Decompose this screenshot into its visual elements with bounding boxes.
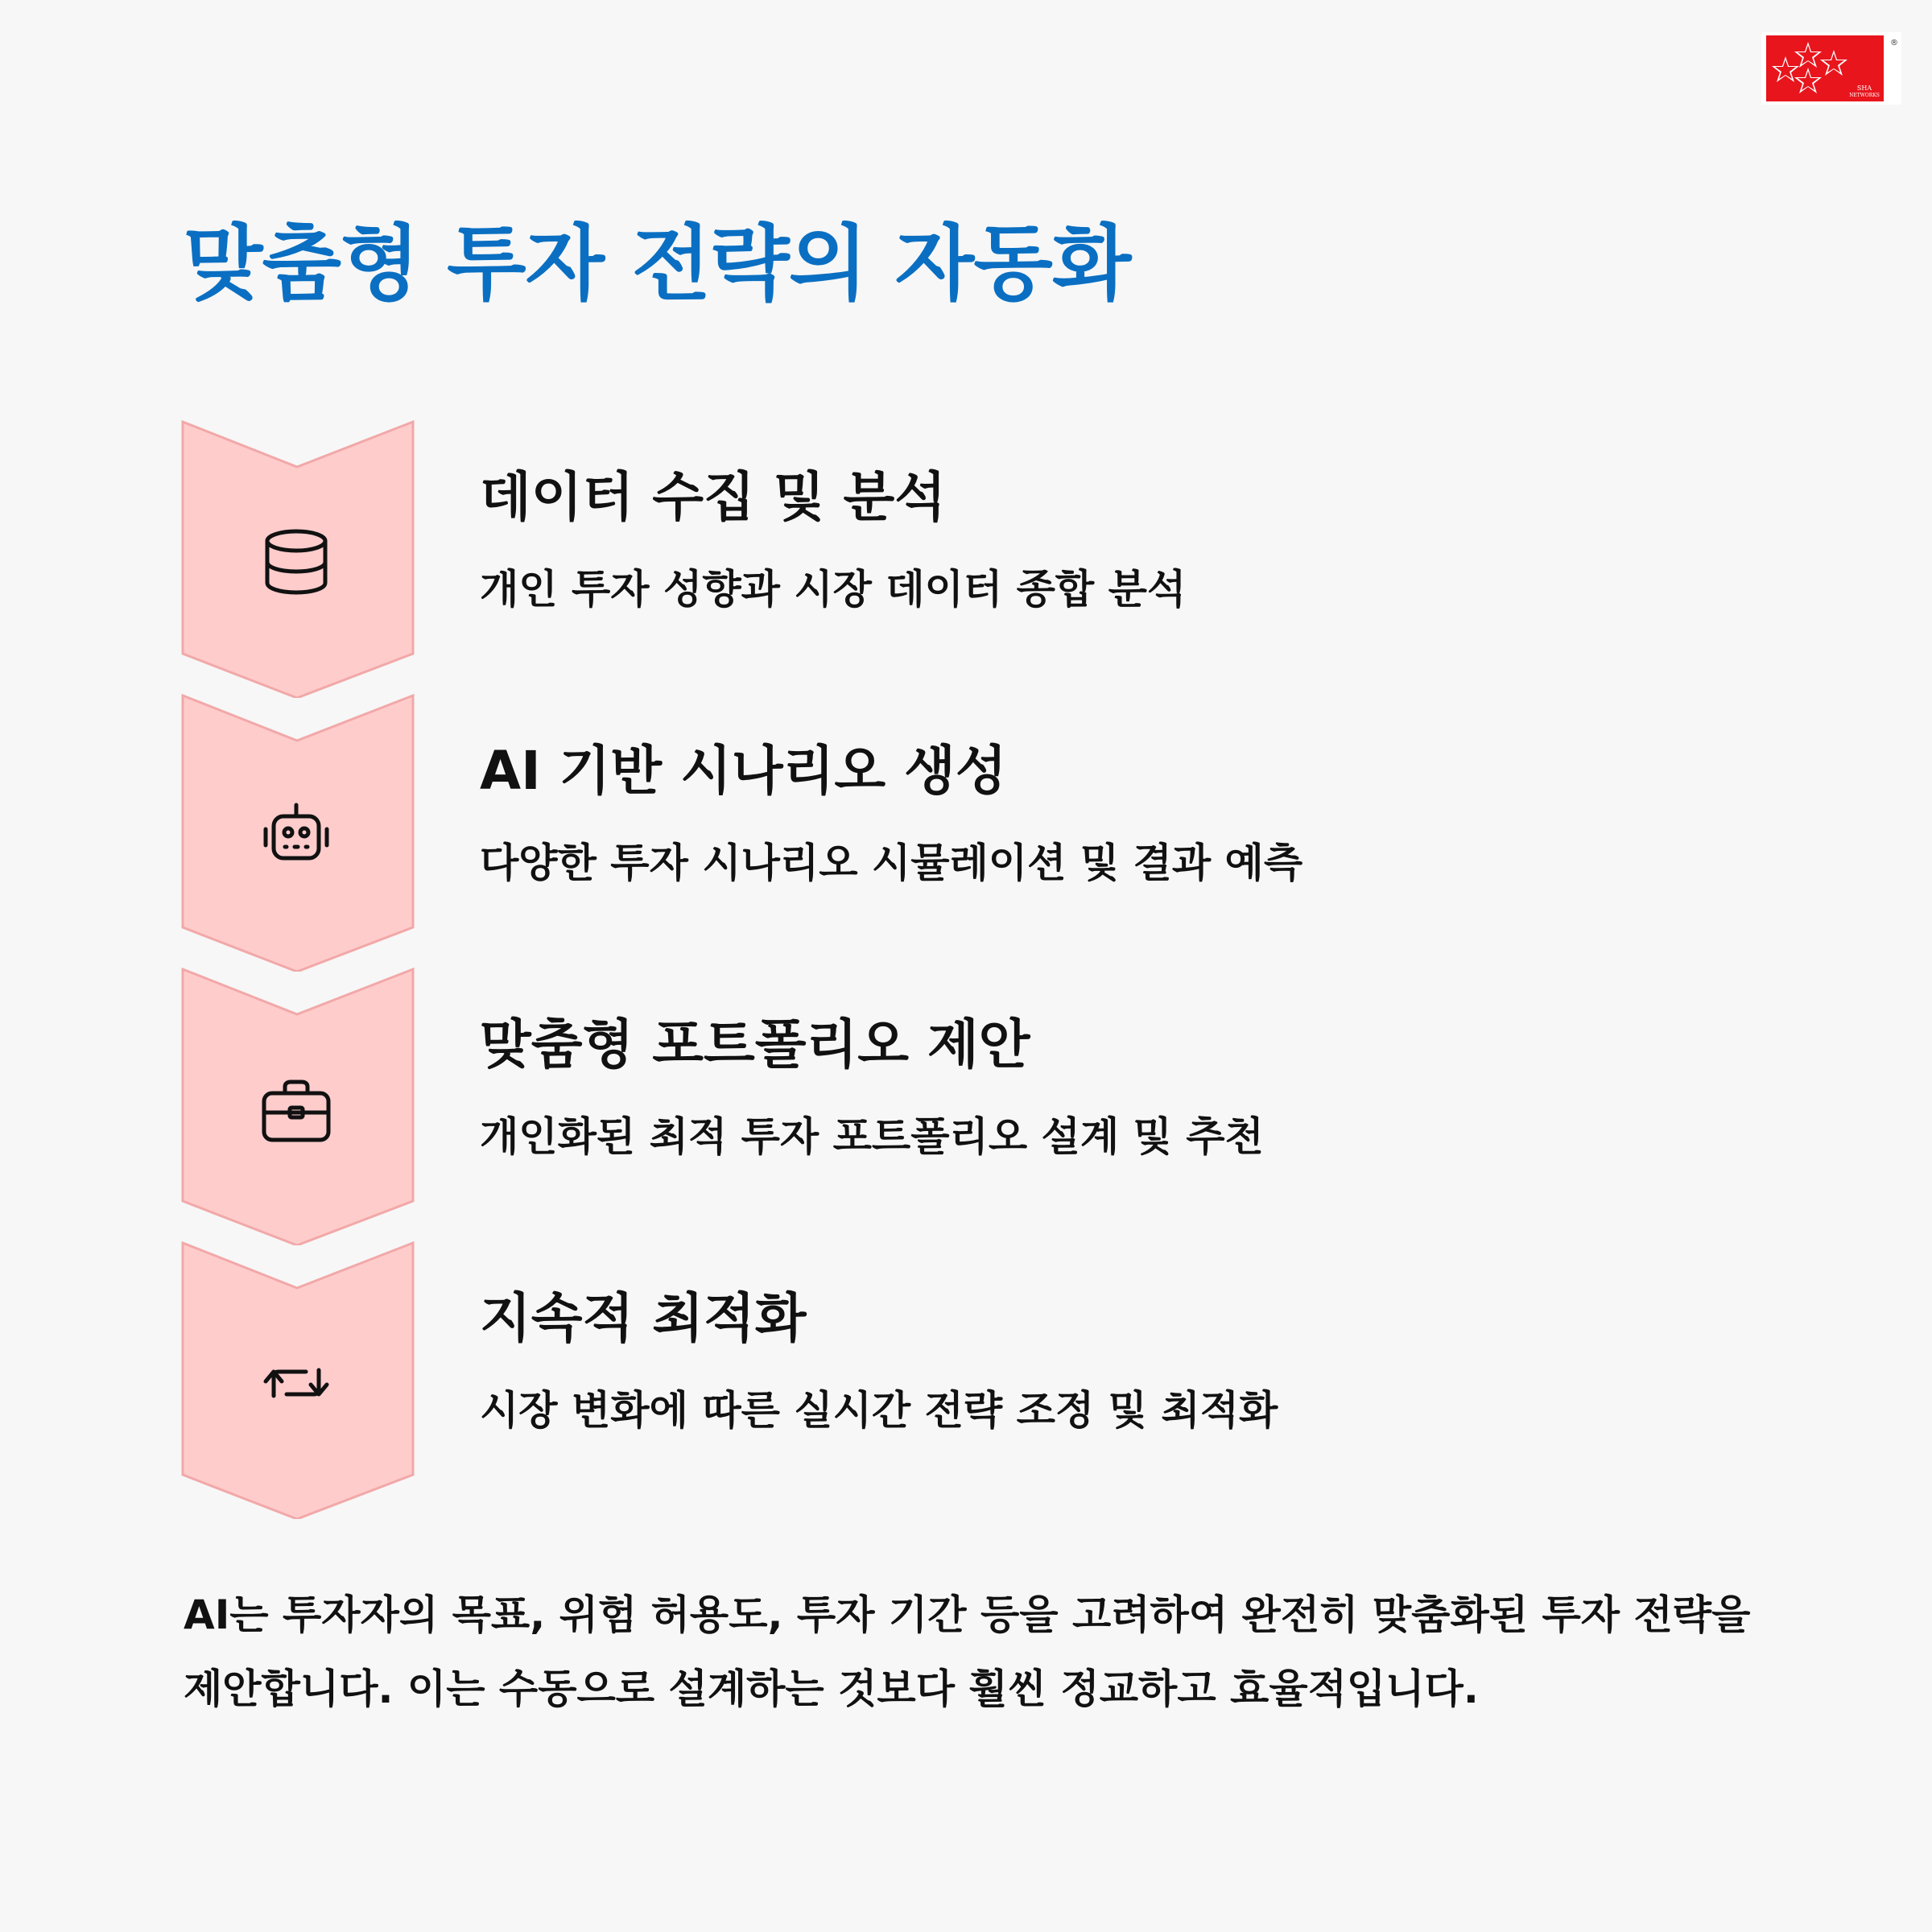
step-title: AI 기반 시나리오 생성: [480, 740, 1007, 802]
step-title: 데이터 수집 및 분석: [480, 466, 946, 528]
database-icon: [258, 523, 335, 601]
step-data-collection: [0, 420, 1932, 698]
step-portfolio: [0, 968, 1932, 1245]
brand-logo: [1761, 32, 1901, 105]
step-title: 지속적 최적화: [480, 1287, 807, 1349]
robot-icon: [258, 797, 335, 874]
logo-text-line2: NETWORKS: [1849, 93, 1880, 98]
step-description: 시장 변화에 따른 실시간 전략 조정 및 최적화: [480, 1387, 1278, 1434]
repeat-icon: [258, 1344, 335, 1422]
summary-text: AI는 투자자의 목표, 위험 허용도, 투자 기간 등을 고려하여 완전히 맞춤화된 투자 전략을 제안합니다. 이는 수동으로 설계하는 것보다 훨씬 정교하고 효율적입니다.: [184, 1591, 1751, 1712]
step-description: 개인 투자 성향과 시장 데이터 종합 분석: [480, 566, 1187, 613]
registered-mark: ®: [1890, 39, 1898, 47]
briefcase-icon: [258, 1071, 335, 1148]
logo-text-line1: SHA: [1856, 85, 1872, 92]
step-title: 맞춤형 포트폴리오 제안: [480, 1013, 1030, 1075]
step-optimization: [0, 1241, 1932, 1519]
step-description: 개인화된 최적 투자 포트폴리오 설계 및 추천: [480, 1113, 1264, 1160]
step-ai-scenario: [0, 694, 1932, 972]
step-description: 다양한 투자 시나리오 시뮬레이션 및 결과 예측: [480, 840, 1303, 886]
page-title: 맞춤형 투자 전략의 자동화: [184, 217, 1131, 312]
